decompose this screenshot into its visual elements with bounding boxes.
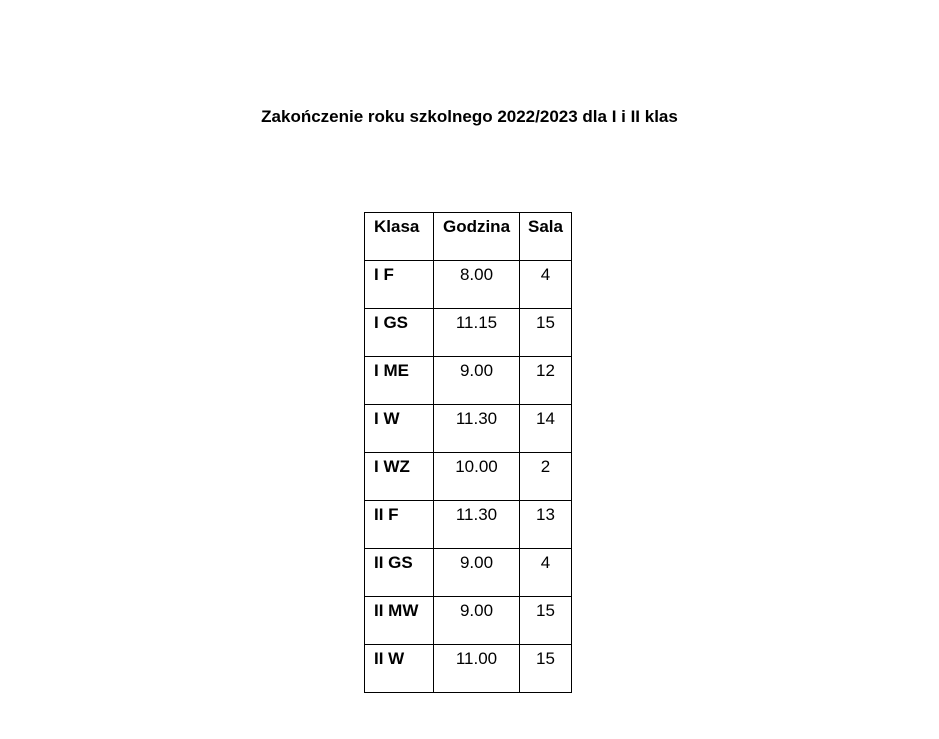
cell-sala: 4 — [520, 549, 572, 597]
cell-klasa: II W — [365, 645, 434, 693]
cell-klasa: II F — [365, 501, 434, 549]
cell-godzina: 11.00 — [434, 645, 520, 693]
cell-godzina: 9.00 — [434, 597, 520, 645]
schedule-table — [364, 212, 572, 693]
header-sala: Sala — [520, 213, 572, 261]
table-row — [365, 453, 572, 501]
table-row — [365, 645, 572, 693]
cell-godzina: 9.00 — [434, 549, 520, 597]
cell-sala: 2 — [520, 453, 572, 501]
table-header-row — [365, 213, 572, 261]
cell-sala: 15 — [520, 597, 572, 645]
cell-godzina: 10.00 — [434, 453, 520, 501]
cell-klasa: I ME — [365, 357, 434, 405]
cell-godzina: 11.15 — [434, 309, 520, 357]
cell-sala: 4 — [520, 261, 572, 309]
cell-klasa: II GS — [365, 549, 434, 597]
table-row — [365, 261, 572, 309]
table-row — [365, 309, 572, 357]
table-row — [365, 357, 572, 405]
cell-sala: 12 — [520, 357, 572, 405]
cell-sala: 15 — [520, 645, 572, 693]
header-klasa: Klasa — [365, 213, 434, 261]
cell-godzina: 9.00 — [434, 357, 520, 405]
cell-klasa: I W — [365, 405, 434, 453]
header-godzina: Godzina — [434, 213, 520, 261]
cell-klasa: I F — [365, 261, 434, 309]
cell-klasa: II MW — [365, 597, 434, 645]
table-row — [365, 501, 572, 549]
cell-sala: 15 — [520, 309, 572, 357]
table-row — [365, 597, 572, 645]
cell-klasa: I GS — [365, 309, 434, 357]
table-row — [365, 405, 572, 453]
cell-klasa: I WZ — [365, 453, 434, 501]
cell-sala: 14 — [520, 405, 572, 453]
cell-godzina: 11.30 — [434, 501, 520, 549]
cell-godzina: 8.00 — [434, 261, 520, 309]
cell-sala: 13 — [520, 501, 572, 549]
cell-godzina: 11.30 — [434, 405, 520, 453]
table-row — [365, 549, 572, 597]
document-title: Zakończenie roku szkolnego 2022/2023 dla I i II klas — [261, 107, 678, 126]
